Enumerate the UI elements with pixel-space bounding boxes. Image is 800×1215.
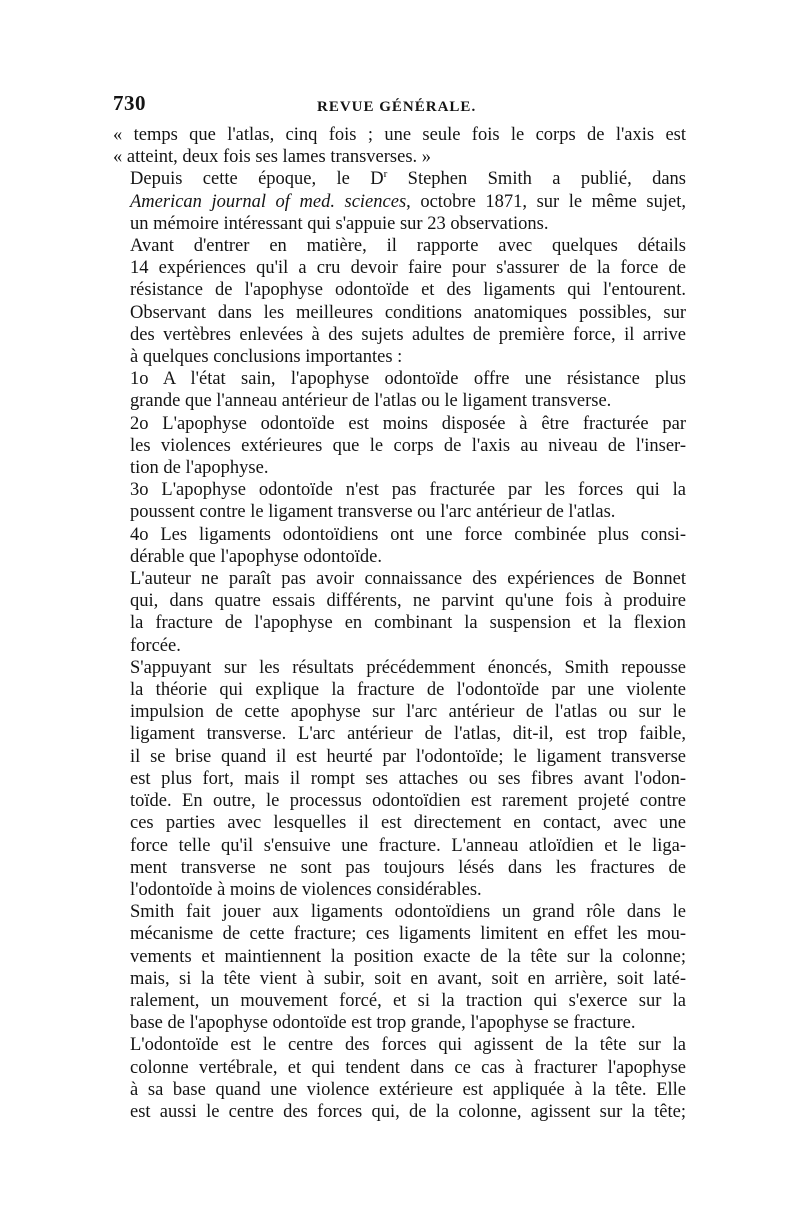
text-line: 14 expériences qu'il a cru devoir faire pour s'assurer de la force de	[130, 258, 686, 279]
text-line: colonne vertébrale, et qui tendent dans ce cas à fracturer l'apophyse	[130, 1057, 686, 1078]
text-line: un mémoire intéressant qui s'appuie sur 23 observations.	[130, 213, 549, 234]
doctor-abbrev-superscript: r	[383, 168, 388, 181]
text-line: qui, dans quatre essais différents, ne parvint qu'une fois à produire	[130, 591, 686, 612]
conclusion-1	[113, 368, 686, 412]
text-line: Avant d'entrer en matière, il rapporte avec quelques détails	[130, 236, 686, 257]
document-page	[113, 92, 686, 1123]
conclusion-3	[113, 479, 686, 523]
conclusion-2	[113, 413, 686, 480]
running-title: REVUE GÉNÉRALE.	[317, 99, 477, 115]
text-line: l'odontoïde à moins de violences considérables.	[130, 879, 482, 900]
text-line: des vertèbres enlevées à des sujets adultes de première force, il arrive	[130, 324, 686, 345]
journal-title: American journal of med. sciences	[130, 191, 407, 212]
text-line: Observant dans les meilleures conditions anatomiques possibles, sur	[130, 302, 686, 323]
text-line: S'appuyant sur les résultats précédemment énoncés, Smith repousse	[130, 657, 686, 678]
text-line: mais, si la tête vient à subir, soit en avant, soit en arrière, soit laté-	[130, 968, 686, 989]
text-line: ralement, un mouvement forcé, et si la traction qui s'exerce sur la	[130, 990, 686, 1011]
paragraph-bonnet	[113, 568, 686, 657]
text-line: « atteint, deux fois ses lames transverses. »	[113, 147, 432, 168]
text-line: il se brise quand il est heurté par l'odontoïde; le ligament transverse	[130, 746, 686, 767]
text-line: base de l'apophyse odontoïde est trop grande, l'apophyse se fracture.	[130, 1013, 636, 1034]
text-fragment: Stephen Smith a publié, dans	[387, 169, 686, 190]
text-line: 4o Les ligaments odontoïdiens ont une force combinée plus consi-	[130, 524, 686, 545]
text-line: 3o L'apophyse odontoïde n'est pas fracturée par les forces qui la	[130, 480, 686, 501]
paragraph-theory	[113, 657, 686, 901]
page-header	[113, 92, 686, 118]
text-line	[113, 168, 686, 190]
quote-paragraph	[113, 124, 686, 168]
text-line: L'odontoïde est le centre des forces qui agissent de la tête sur la	[130, 1035, 686, 1056]
text-line: tion de l'apophyse.	[130, 458, 269, 479]
text-line: « temps que l'atlas, cinq fois ; une seule fois le corps de l'axis est	[113, 125, 686, 145]
text-line: ces parties avec lesquelles il est directement en contact, avec une	[130, 813, 686, 834]
text-line: 1o A l'état sain, l'apophyse odontoïde offre une résistance plus	[130, 369, 686, 390]
paragraph-smith-publication	[113, 168, 686, 235]
text-line: résistance de l'apophyse odontoïde et des ligaments qui l'entourent.	[130, 280, 686, 301]
text-line: mécanisme de cette fracture; ces ligaments limitent en effet les mou-	[130, 924, 686, 945]
text-line: dérable que l'apophyse odontoïde.	[130, 546, 382, 567]
text-line: forcée.	[130, 635, 181, 656]
text-line: est plus fort, mais il rompt ses attaches ou ses fibres avant l'odon-	[130, 768, 686, 789]
paragraph-centre-forces	[113, 1034, 686, 1123]
page-number: 730	[113, 91, 146, 115]
text-line: vements et maintiennent la position exacte de la tête sur la colonne;	[130, 946, 686, 967]
text-fragment: , octobre 1871, sur le même sujet,	[406, 191, 686, 212]
text-line: Smith fait jouer aux ligaments odontoïdiens un grand rôle dans le	[130, 902, 686, 923]
text-line: est aussi le centre des forces qui, de la colonne, agissent sur la tête;	[130, 1101, 686, 1122]
text-line: poussent contre le ligament transverse ou l'arc antérieur de l'atlas.	[130, 502, 616, 523]
text-line	[113, 191, 686, 213]
text-line: ment transverse ne sont pas toujours lésés dans les fractures de	[130, 857, 686, 878]
text-line: grande que l'anneau antérieur de l'atlas ou le ligament transverse.	[130, 391, 612, 412]
text-line: à sa base quand une violence extérieure est appliquée à la tête. Elle	[130, 1079, 686, 1100]
text-line: toïde. En outre, le processus odontoïdien est rarement projeté contre	[130, 791, 686, 812]
text-line: la fracture de l'apophyse en combinant la suspension et la flexion	[130, 613, 686, 634]
text-line: la théorie qui explique la fracture de l'odontoïde par une violente	[130, 680, 686, 701]
text-fragment: Depuis cette époque, le D	[130, 169, 384, 190]
paragraph-experiences	[113, 235, 686, 368]
text-line: force telle qu'il s'ensuive une fracture. L'anneau atloïdien et le liga-	[130, 835, 686, 856]
text-line: impulsion de cette apophyse sur l'arc antérieur de l'atlas ou sur le	[130, 702, 686, 723]
conclusion-4	[113, 524, 686, 568]
text-line: L'auteur ne paraît pas avoir connaissance des expériences de Bonnet	[130, 569, 686, 590]
text-line: ligament transverse. L'arc antérieur de l'atlas, dit-il, est trop faible,	[130, 724, 686, 745]
text-line: à quelques conclusions importantes :	[130, 347, 403, 368]
text-line: 2o L'apophyse odontoïde est moins disposée à être fracturée par	[130, 413, 686, 434]
text-line: les violences extérieures que le corps de l'axis au niveau de l'inser-	[130, 435, 686, 456]
paragraph-ligaments-role	[113, 901, 686, 1034]
